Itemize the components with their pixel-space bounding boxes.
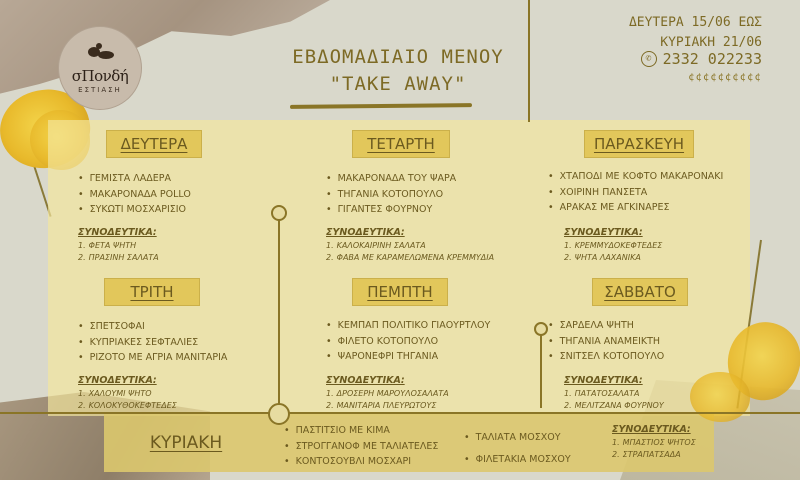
side-item-label: ΚΟΛΟΚΥΘΟΚΕΦΤΕΔΕΣ: [88, 401, 177, 410]
dish-item: • ΣΥΚΩΤΙ ΜΟΣΧΑΡΙΣΙΟ: [78, 202, 191, 218]
day-header-thursday: ΠΕΜΠΤΗ: [352, 278, 448, 306]
decorative-glyph-row: ¢¢¢¢¢¢¢¢¢¢: [688, 72, 762, 83]
day-header-tuesday: ΤΡΙΤΗ: [104, 278, 200, 306]
dish-item: • ΤΗΓΑΝΙΑ ΑΝΑΜΕΙΚΤΗ: [548, 334, 664, 350]
side-item-number: 2.: [564, 401, 572, 410]
logo-figure-icon: [82, 43, 118, 65]
side-item-number: 1.: [78, 389, 86, 398]
side-item-label: ΔΡΟΣΕΡΗ ΜΑΡΟΥΛΟΣΑΛΑΤΑ: [336, 389, 449, 398]
sides-label: ΣΥΝΟΔΕΥΤΙΚΑ:: [564, 375, 643, 386]
side-item: [326, 240, 494, 252]
side-item: [564, 400, 664, 412]
side-item-number: 1.: [326, 241, 334, 250]
side-item-number: 1.: [326, 389, 334, 398]
side-item: [564, 388, 664, 400]
brand-name: σΠονδή: [71, 66, 129, 85]
dish-list-saturday: [548, 318, 664, 365]
side-item: [78, 252, 159, 264]
side-item: [78, 400, 177, 412]
dish-item: • ΓΕΜΙΣΤΑ ΛΑΔΕΡΑ: [78, 171, 191, 187]
brand-subtitle: ΕΣΤΙΑΣΗ: [78, 85, 122, 94]
sides-label: ΣΥΝΟΔΕΥΤΙΚΑ:: [78, 227, 157, 238]
side-item-label: ΨΗΤΑ ΛΑΧΑΝΙΚΑ: [574, 253, 641, 262]
sides-saturday: [564, 375, 664, 412]
side-item: [612, 449, 696, 461]
dish-item: • ΜΑΚΑΡΟΝΑΔΑ ΤΟΥ ΨΑΡΑ: [326, 171, 456, 187]
sides-tuesday: [78, 375, 177, 412]
day-header-monday: ΔΕΥΤΕΡΑ: [106, 130, 202, 158]
side-item-number: 1.: [78, 241, 86, 250]
date-line-1: ΔΕΥΤΕΡΑ 15/06 ΕΩΣ: [628, 15, 762, 30]
side-item: [326, 388, 449, 400]
dish-list-wednesday: [326, 171, 456, 218]
dish-item: • ΚΥΠΡΙΑΚΕΣ ΣΕΦΤΑΛΙΕΣ: [78, 335, 227, 351]
sides-label: ΣΥΝΟΔΕΥΤΙΚΑ:: [564, 227, 643, 238]
side-item: [78, 388, 177, 400]
side-item-number: 2.: [78, 401, 86, 410]
divider-vertical-mid: [278, 210, 280, 416]
ornament-ring-right: [534, 322, 548, 336]
sides-label: ΣΥΝΟΔΕΥΤΙΚΑ:: [78, 375, 157, 386]
dish-list-thursday: [326, 318, 490, 365]
dish-item: • ΡΙΖΟΤΟ ΜΕ ΑΓΡΙΑ ΜΑΝΙΤΑΡΙΑ: [78, 350, 227, 366]
side-item-label: ΦΕΤΑ ΨΗΤΗ: [88, 241, 137, 250]
title-line-2: "TAKE AWAY": [329, 73, 467, 95]
side-item-number: 1.: [564, 241, 572, 250]
side-item: [326, 400, 449, 412]
side-item-number: 2.: [564, 253, 572, 262]
side-item-label: ΣΤΡΑΠΑΤΣΑΔΑ: [622, 450, 681, 459]
dish-item: • ΣΑΡΔΕΛΑ ΨΗΤΗ: [548, 318, 664, 334]
side-item-number: 1.: [564, 389, 572, 398]
dish-item: • ΣΠΕΤΣΟΦΑΙ: [78, 319, 227, 335]
dish-list-sunday-1: [284, 423, 438, 470]
day-header-wednesday: ΤΕΤΑΡΤΗ: [352, 130, 450, 158]
sides-label: ΣΥΝΟΔΕΥΤΙΚΑ:: [612, 424, 691, 435]
dish-item: • ΣΝΙΤΣΕΛ ΚΟΤΟΠΟΥΛΟ: [548, 349, 664, 365]
side-item-label: ΜΑΝΙΤΑΡΙΑ ΠΛΕΥΡΩΤΟΥΣ: [336, 401, 437, 410]
side-item-number: 2.: [612, 450, 620, 459]
dish-item: • ΨΑΡΟΝΕΦΡΙ ΤΗΓΑΝΙΑ: [326, 349, 490, 365]
side-item: [326, 252, 494, 264]
day-header-saturday: ΣΑΒΒΑΤΟ: [592, 278, 688, 306]
ornament-ring-bottom: [268, 403, 290, 425]
side-item-label: ΦΑΒΑ ΜΕ ΚΑΡΑΜΕΛΩΜΕΝΑ ΚΡΕΜΜΥΔΙΑ: [336, 253, 495, 262]
dish-list-monday: [78, 171, 191, 218]
day-header-friday: ΠΑΡΑΣΚΕΥΗ: [584, 130, 694, 158]
sides-monday: [78, 227, 159, 264]
dish-item: • ΤΑΛΙΑΤΑ ΜΟΣΧΟΥ: [464, 430, 571, 446]
dish-item: • ΣΤΡΟΓΓΑΝΟΦ ΜΕ ΤΑΛΙΑΤΕΛΕΣ: [284, 439, 438, 455]
divider-vertical-right: [540, 328, 542, 408]
dish-item: • ΧΤΑΠΟΔΙ ΜΕ ΚΟΦΤΟ ΜΑΚΑΡΟΝΑΚΙ: [548, 169, 723, 185]
sides-friday: [564, 227, 662, 264]
dish-list-sunday-2: [464, 430, 571, 467]
brand-logo: [58, 26, 142, 110]
side-item-label: ΠΑΤΑΤΟΣΑΛΑΤΑ: [574, 389, 640, 398]
dish-item: • ΓΙΓΑΝΤΕΣ ΦΟΥΡΝΟΥ: [326, 202, 456, 218]
dish-item: • ΜΑΚΑΡΟΝΑΔΑ POLLO: [78, 187, 191, 203]
dish-item: • ΦΙΛΕΤΑΚΙΑ ΜΟΣΧΟΥ: [464, 452, 571, 468]
side-item: [564, 252, 662, 264]
dish-list-tuesday: [78, 319, 227, 366]
phone-icon: ✆: [641, 51, 657, 67]
divider-horizontal: [0, 412, 800, 414]
side-item-label: ΠΡΑΣΙΝΗ ΣΑΛΑΤΑ: [88, 253, 159, 262]
side-item: [612, 437, 696, 449]
sides-label: ΣΥΝΟΔΕΥΤΙΚΑ:: [326, 375, 405, 386]
dish-list-friday: [548, 169, 723, 216]
phone-contact[interactable]: [620, 50, 762, 68]
flower-right-low: [690, 372, 750, 422]
side-item: [564, 240, 662, 252]
side-item-label: ΜΠΑΣΤΙΟΣ ΨΗΤΟΣ: [622, 438, 696, 447]
sides-thursday: [326, 375, 449, 412]
divider-vertical-top: [528, 0, 530, 122]
date-line-2: ΚΥΡΙΑΚΗ 21/06: [660, 35, 762, 50]
title-underline: [290, 103, 472, 109]
dish-item: • ΚΕΜΠΑΠ ΠΟΛΙΤΙΚΟ ΓΙΑΟΥΡΤΛΟΥ: [326, 318, 490, 334]
side-item-number: 2.: [326, 253, 334, 262]
title-line-1: ΕΒΔΟΜΑΔΙΑΙΟ ΜΕΝΟΥ: [292, 46, 504, 68]
sides-wednesday: [326, 227, 494, 264]
page-title: [272, 44, 524, 98]
day-header-sunday: ΚΥΡΙΑΚΗ: [149, 433, 223, 453]
side-item: [78, 240, 159, 252]
side-item-label: ΚΑΛΟΚΑΙΡΙΝΗ ΣΑΛΑΤΑ: [336, 241, 426, 250]
side-item-number: 2.: [78, 253, 86, 262]
dish-item: • ΠΑΣΤΙΤΣΙΟ ΜΕ ΚΙΜΑ: [284, 423, 438, 439]
phone-number[interactable]: 2332 022233: [662, 50, 762, 68]
dish-item: • ΦΙΛΕΤΟ ΚΟΤΟΠΟΥΛΟ: [326, 334, 490, 350]
sides-sunday: [612, 424, 696, 461]
ornament-ring-top: [271, 205, 287, 221]
dish-item: • ΤΗΓΑΝΙΑ ΚΟΤΟΠΟΥΛΟ: [326, 187, 456, 203]
dish-item: • ΚΟΝΤΟΣΟΥΒΛΙ ΜΟΣΧΑΡΙ: [284, 454, 438, 470]
side-item-label: ΚΡΕΜΜΥΔΟΚΕΦΤΕΔΕΣ: [574, 241, 663, 250]
date-range: [600, 13, 762, 53]
side-item-label: ΧΑΛΟΥΜΙ ΨΗΤΟ: [88, 389, 152, 398]
sides-label: ΣΥΝΟΔΕΥΤΙΚΑ:: [326, 227, 405, 238]
side-item-number: 1.: [612, 438, 620, 447]
menu-panel: [48, 120, 750, 416]
dish-item: • ΑΡΑΚΑΣ ΜΕ ΑΓΚΙΝΑΡΕΣ: [548, 200, 723, 216]
dish-item: • ΧΟΙΡΙΝΗ ΠΑΝΣΕΤΑ: [548, 185, 723, 201]
side-item-number: 2.: [326, 401, 334, 410]
side-item-label: ΜΕΛΙΤΖΑΝΑ ΦΟΥΡΝΟΥ: [574, 401, 664, 410]
